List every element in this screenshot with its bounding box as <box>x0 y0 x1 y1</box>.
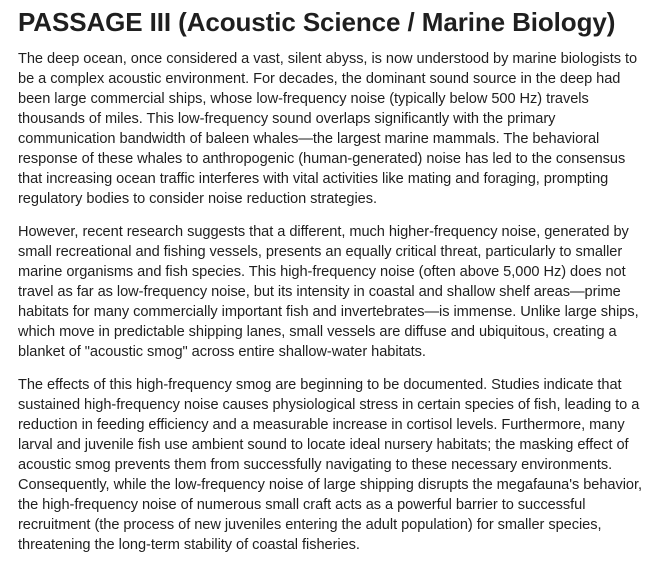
paragraph-3: The effects of this high-frequency smog are beginning to be documented. Studies indicate that sustained high-frequency noise causes physiological stress in certain species of fish, leading to a reduction in feeding efficiency and a measurable increase in cortisol levels. Furthermore, many larval and juvenile fish use ambient sound to locate ideal nursery habitats; the masking effect of acoustic smog prevents them from successfully navigating to these necessary environments. Consequently, while the low-frequency noise of large shipping disrupts the megafauna's behavior, the high-frequency noise of numerous small craft acts as a powerful barrier to successful recruitment (the process of new juveniles entering the adult population) for smaller species, threatening the long-term stability of coastal fisheries. <box>18 377 643 553</box>
paragraph-1: The deep ocean, once considered a vast, silent abyss, is now understood by marine biologists to be a complex acoustic environment. For decades, the dominant sound source in the deep had been large commercial ships, whose low-frequency noise (typically below 500 Hz) travels thousands of miles. This low-frequency sound overlaps significantly with the primary communication bandwidth of baleen whales—the largest marine mammals. The behavioral response of these whales to anthropogenic (human-generated) noise has led to the consensus that increasing ocean traffic interferes with vital activities like mating and foraging, prompting regulatory bodies to consider noise reduction strategies. <box>18 51 638 207</box>
passage-title: PASSAGE III (Acoustic Science / Marine Biology) <box>18 7 616 37</box>
paragraph-2: However, recent research suggests that a different, much higher-frequency noise, generated by small recreational and fishing vessels, presents an equally critical threat, particularly to smaller marine organisms and fish species. This high-frequency noise (often above 5,000 Hz) does not travel as far as low-frequency noise, but its intensity in coastal and shallow shelf areas—prime habitats for many commercially important fish and invertebrates—is immense. Unlike large ships, which move in predictable shipping lanes, small vessels are diffuse and ubiquitous, creating a blanket of "acoustic smog" across entire shallow-water habitats. <box>18 224 639 360</box>
